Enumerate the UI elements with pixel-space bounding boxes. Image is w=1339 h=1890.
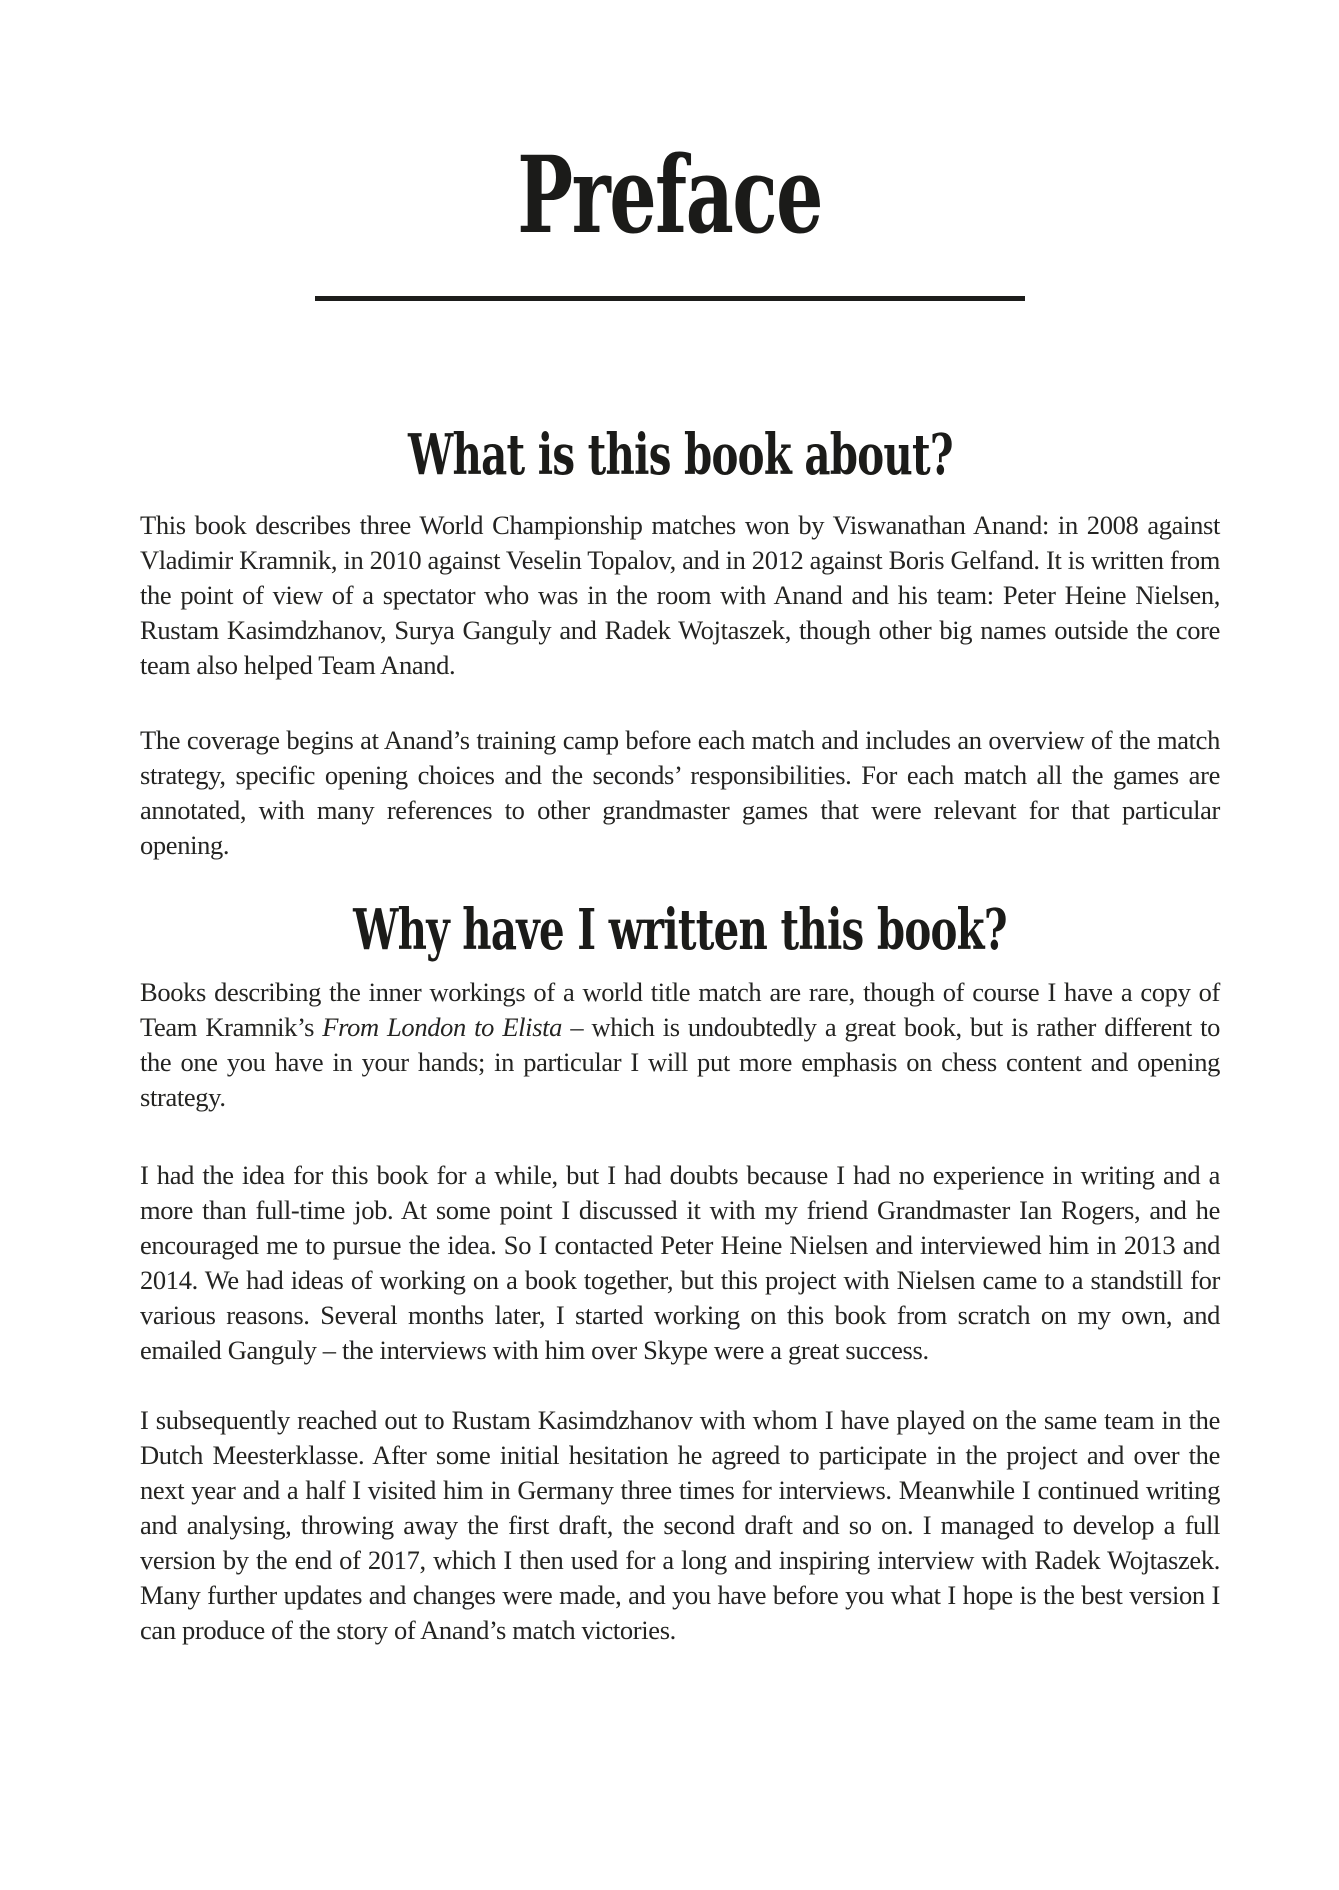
- section-heading-about-text: What is this book about?: [407, 422, 953, 488]
- page-title-text: Preface: [517, 132, 822, 257]
- section-heading-why-text: Why have I written this book?: [353, 897, 1007, 963]
- paragraph-interviews: I subsequently reached out to Rustam Kasimdzhanov with whom I have played on the same team in the Dutch Meesterklasse. After some initial hesitation he agreed to participate in the project and over the next year and a half I visited him in Germany three times for interviews. Meanwhile I continued writing and analysing, throwing away the first draft, the second draft and so on. I managed to develop a full version by the end of 2017, which I then used for a long and inspiring interview with Radek Wojtaszek. Many further updates and changes were made, and you have before you what I hope is the best version I can produce of the story of Anand’s match victories.: [140, 1405, 1220, 1645]
- paragraph-rare-books-lead: Books describing the inner workings of a world title match are rare, though of course I have a copy of Team Kramnik’s: [140, 977, 1220, 1042]
- section-heading-about: [140, 422, 1220, 488]
- paragraph-rare-books: [140, 975, 1220, 1115]
- referenced-book-title: From London to Elista: [322, 1012, 563, 1042]
- title-rule: [315, 296, 1025, 301]
- paragraph-book-description: This book describes three World Championship matches won by Viswanathan Anand: in 2008 against Vladimir Kramnik, in 2010 against Veselin Topalov, and in 2012 against Boris Gelfand. It is written from the point of view of a spectator who was in the room with Anand and his team: Peter Heine Nielsen, Rustam Kasimdzhanov, Surya Ganguly and Radek Wojtaszek, though other big names outside the core team also helped Team Anand.: [140, 510, 1220, 680]
- paragraph-rare-books-tail: – which is undoubtedly a great book, but is rather different to the one you have in your hands; in particular I will put more emphasis on chess content and opening strategy.: [140, 1012, 1220, 1112]
- page-title: [0, 0, 1339, 257]
- section-heading-why: [140, 897, 1220, 963]
- paragraph-coverage: The coverage begins at Anand’s training camp before each match and includes an overview of the match strategy, specific opening choices and the seconds’ responsibilities. For each match all the games are annotated, with many references to other grandmaster games that were relevant for that particular opening.: [140, 725, 1220, 860]
- paragraph-idea-history: I had the idea for this book for a while, but I had doubts because I had no experience in writing and a more than full-time job. At some point I discussed it with my friend Grandmaster Ian Rogers, and he encouraged me to pursue the idea. So I contacted Peter Heine Nielsen and interviewed him in 2013 and 2014. We had ideas of working on a book together, but this project with Nielsen came to a standstill for various reasons. Several months later, I started working on this book from scratch on my own, and emailed Ganguly – the interviews with him over Skype were a great success.: [140, 1160, 1220, 1365]
- page-content: [140, 422, 1220, 1648]
